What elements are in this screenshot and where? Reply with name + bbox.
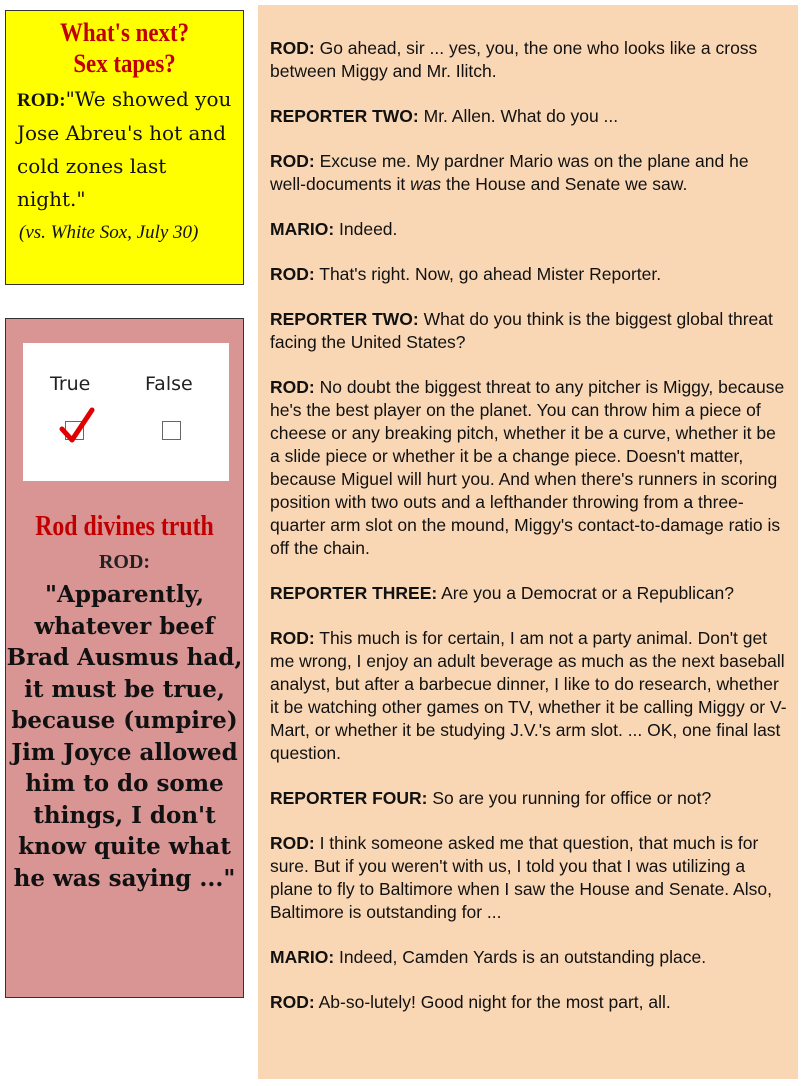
line-text: Indeed, Camden Yards is an outstanding place. [334,947,707,967]
truth-speaker: ROD: [98,551,151,573]
transcript-panel [258,5,798,1079]
transcript-line [270,218,788,241]
transcript-line [270,150,788,196]
speaker-name: REPORTER THREE: [270,583,438,603]
line-text: Ab-so-lutely! Good night for the most part, all. [314,992,671,1012]
transcript-line [270,308,788,354]
line-text: Indeed. [334,219,398,239]
headline-line-1: What's next? [59,18,190,47]
speaker-name: REPORTER TWO: [270,309,419,329]
quote-text: "We showed you Jose Abreu's hot and cold zones last night." [17,87,232,211]
line-text: Mr. Allen. What do you ... [418,106,619,126]
line-text: This much is for certain, I am not a party animal. Don't get me wrong, I enjoy an adult beverage as much as the next baseball analyst, but after a barbecue dinner, I like to do research, whether it be watching other games on TV, whether it be calling Miggy or V-Mart, or whether it be studying J.V.'s arm slot. ... OK, one final last question. [270,628,787,763]
speaker-name: ROD: [270,38,315,58]
speaker-name: ROD: [270,992,315,1012]
speaker-name: ROD: [270,151,315,171]
line-text: Go ahead, sir ... yes, you, the one who looks like a cross between Miggy and Mr. Ilitch. [270,38,758,81]
line-text: I think someone asked me that question, that much is for sure. But if you weren't with us, I told you that I was utilizing a plane to fly to Baltimore when I saw the House and Senate. Also, Baltimore is outstanding for ... [270,833,772,922]
truth-quote: "Apparently, whatever beef Brad Ausmus had, it must be true, because (umpire) Jim Joyce allowed him to do some things, I don't know quite what he was saying ..." [6,581,243,892]
line-text: the House and Senate we saw. [441,174,688,194]
speaker-name: REPORTER TWO: [270,106,419,126]
transcript-line [270,832,788,924]
truth-headline: Rod divines truth [35,511,214,542]
false-label: False [145,373,193,395]
sidebar-headline [20,17,229,79]
transcript-line [270,105,788,128]
red-check-icon [59,407,95,447]
transcript-line [270,991,788,1014]
speaker-name: ROD: [270,628,315,648]
speaker-name: MARIO: [270,947,335,967]
false-checkbox [162,421,181,440]
line-text: No doubt the biggest threat to any pitcher is Miggy, because he's the best player on the planet. You can throw him a piece of cheese or any breaking pitch, whether it be a curve, whether it be a slide piece or whether it be a change piece. Doesn't matter, because Miguel will hurt you. And when there's runners in scoring position with two outs and a lefthander throwing from a three-quarter arm slot on the mound, Miggy's contact-to-damage ratio is off the chain. [270,377,785,558]
quote-speaker: ROD: [17,90,66,111]
line-text: What do you think is the biggest global threat facing the United States? [270,309,773,352]
sidebar-quote [6,79,243,216]
line-text: Excuse me. My pardner Mario was on the plane and he well-documents it [270,151,749,194]
speaker-name: ROD: [270,833,315,853]
line-text: That's right. Now, go ahead Mister Reporter. [314,264,662,284]
transcript-line [270,582,788,605]
line-text: So are you running for office or not? [427,788,712,808]
truth-box [5,318,244,998]
line-text: Are you a Democrat or a Republican? [437,583,734,603]
quote-source: (vs. White Sox, July 30) [19,222,199,243]
speaker-name: ROD: [270,264,315,284]
speaker-name: REPORTER FOUR: [270,788,428,808]
transcript-line [270,946,788,969]
transcript-line [270,787,788,810]
true-label: True [50,373,91,395]
transcript-line [270,263,788,286]
speaker-name: MARIO: [270,219,335,239]
transcript-line [270,627,788,765]
transcript-line [270,37,788,83]
transcript-line [270,376,788,560]
emphasis-text: was [410,174,442,194]
speaker-name: ROD: [270,377,315,397]
true-false-card [23,343,229,481]
headline-line-2: Sex tapes? [73,49,176,78]
sidebar-quote-box [5,10,244,285]
